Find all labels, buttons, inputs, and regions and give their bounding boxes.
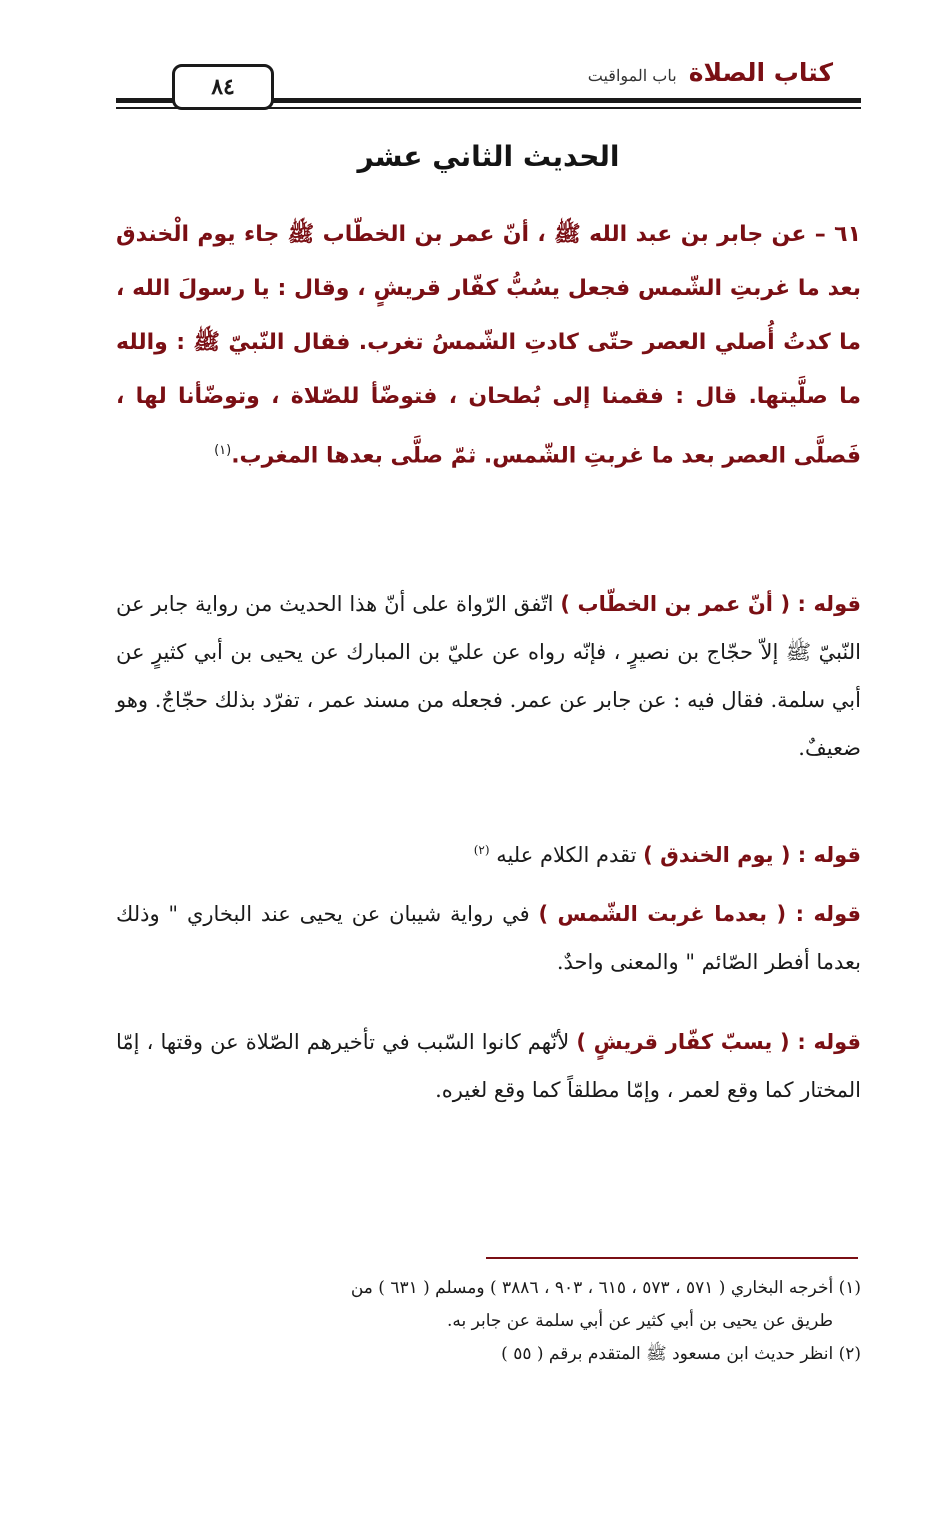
commentary-lead: قوله : ( يسبّ كفّار قريشٍ ) bbox=[576, 1030, 861, 1054]
page-number: ٨٤ bbox=[172, 64, 274, 110]
hadith-footnote-ref: (١) bbox=[214, 443, 232, 458]
footnote-2: (٢) انظر حديث ابن مسعود ﷺ المتقدم برقم ( ٥٥ ) bbox=[501, 1344, 861, 1364]
commentary-paragraph-3 bbox=[116, 890, 861, 986]
commentary-lead: قوله : ( يوم الخندق ) bbox=[643, 843, 861, 867]
hadith-body: ٦١ – عن جابر بن عبد الله ﷺ ، أنّ عمر بن الخطّاب ﷺ جاء يوم الْخندق بعد ما غربتِ الشّمس فجعل يسُبُّ كفّار قريشٍ ، وقال : يا رسولَ الله ، ما كدتُ أُصلي العصر حتّى كادتِ الشّمسُ تغرب. فقال النّبيّ ﷺ : والله ما صلَّيتها. قال : فقمنا إلى بُطحان ، فتوضّأ للصّلاة ، وتوضّأنا لها ، فَصلَّى العصر بعد ما غربتِ الشّمس. ثمّ صلَّى بعدها المغرب. bbox=[116, 222, 861, 469]
commentary-body: في رواية شيبان عن يحيى عند البخاري " وذلك بعدما أفطر الصّائم " والمعنى واحدٌ. bbox=[116, 902, 861, 974]
footnote-separator bbox=[486, 1257, 858, 1259]
footnotes bbox=[116, 1272, 861, 1371]
commentary-paragraph-2 bbox=[116, 826, 861, 879]
running-header bbox=[588, 58, 833, 92]
hadith-text bbox=[116, 208, 861, 483]
chapter-title: باب المواقيت bbox=[587, 66, 677, 85]
commentary-body: تقدم الكلام عليه bbox=[496, 843, 644, 867]
commentary-footnote-ref: (٢) bbox=[473, 843, 490, 857]
book-title: كتاب الصلاة bbox=[688, 58, 833, 87]
hadith-heading: الحديث الثاني عشر bbox=[357, 140, 620, 173]
commentary-body: لأنّهم كانوا السّبب في تأخيرهم الصّلاة عن وقتها ، إمّا المختار كما وقع لعمر ، وإمّا مطلقاً كما وقع لغيره. bbox=[116, 1030, 861, 1102]
footnote-1: (١) أخرجه البخاري ( ٥٧١ ، ٥٧٣ ، ٦١٥ ، ٩٠٣ ، ٣٨٨٦ ) ومسلم ( ٦٣١ ) من bbox=[350, 1278, 861, 1298]
footnote-1-continued: طريق عن يحيى بن أبي كثير عن أبي سلمة عن جابر به. bbox=[446, 1311, 833, 1331]
commentary-body: اتّفق الرّواة على أنّ هذا الحديث من رواية جابر عن النّبيّ ﷺ إلاّ حجّاج بن نصيرٍ ، فإنّه رواه عن عليّ بن المبارك عن يحيى بن أبي كثيرٍ عن أبي سلمة. فقال فيه : عن جابر عن عمر. فجعله من مسند عمر ، تفرّد بذلك حجّاجٌ. وهو ضعيفٌ. bbox=[116, 592, 861, 760]
commentary-lead: قوله : ( أنّ عمر بن الخطّاب ) bbox=[560, 592, 861, 616]
commentary-lead: قوله : ( بعدما غربت الشّمس ) bbox=[538, 902, 861, 926]
commentary-paragraph-4 bbox=[116, 1018, 861, 1114]
commentary-paragraph-1 bbox=[116, 580, 861, 772]
